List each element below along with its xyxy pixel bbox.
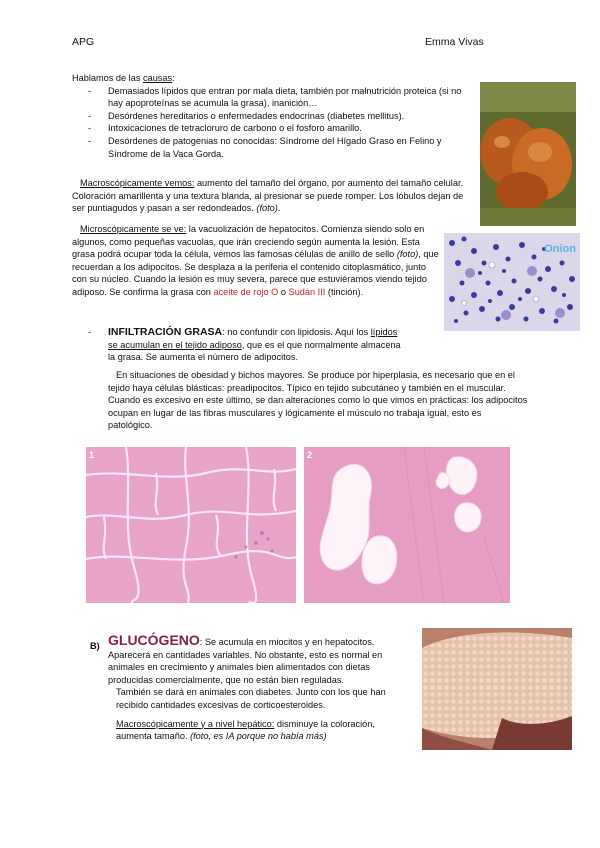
cytology-watermark: Onion — [544, 243, 576, 255]
list-item: - Desórdenes hereditarios o enfermedades endocrinas (diabetes mellitus). — [108, 110, 468, 123]
figure-2-label: 2 — [307, 450, 313, 460]
muscle-histology-image — [86, 447, 296, 603]
fat-infiltration-histology-image — [304, 447, 510, 603]
list-item: - Desórdenes de patogenias no conocidas: Síndrome del Hígado Graso en Felino y Síndrome de la Vaca Gorda. — [108, 135, 468, 160]
infiltration-key-phrase: lípidos se acumulan en el tejido adiposo — [108, 327, 398, 350]
infiltration-paragraph-2: En situaciones de obesidad y bichos mayores. Se produce por hiperplasia, es necesario que en el tejido haya células blásticas: preadipocitos. Típico en tejido subcutáneo y también en el muscular. Cuando es excesivo en este último, se dan alteraciones como lo que vimos en prácticas: los adipocitos ocupan en lugar de las fibras musculares y lógicamente el músculo no trabaja igual, esto es patológico. — [108, 370, 528, 431]
stain-sudan: Sudán III — [288, 286, 326, 297]
micro-paragraph: Microscópicamente se ve: la vacuolización de hepatocitos. Comienza siendo solo en algunos, como pequeñas vacuolas, que irán creciendo según aumenta la lesión. Esta grasa podrá ocupar toda la célula, vemos las famosas células de anillo de sello (foto), que recuerdan a los adipocitos. Se desplaza a la periferia el contenido citoplasmático, junto con su núcleo. Cuando la lesión es muy severa, parece que estuviéramos viendo tejido adiposo. Se confirma la grasa con aceite de rojo O o Sudán III (tinción). — [72, 224, 439, 297]
list-item: - Intoxicaciones de tetracloruro de carbono o el fosforo amarillo. — [108, 122, 468, 135]
glycogen-macro: Macroscópicamente y a nivel hepático: disminuye la coloración, aumenta tamaño. (foto, es IA porque no había más) — [116, 718, 375, 742]
infiltration-title: INFILTRACIÓN GRASA — [108, 326, 223, 338]
glycogen-title: GLUCÓGENO — [108, 632, 200, 648]
histology-figure-2 — [304, 447, 510, 603]
fatty-liver-photo — [480, 82, 576, 226]
header-left: APG — [72, 36, 95, 48]
glycogen-macro-label: Macroscópicamente y a nivel hepático: — [116, 718, 275, 729]
list-item: - Demasiados lípidos que entran por mala dieta, también por malnutrición proteica (si no hay apoproteínas se acumula la grasa), inanición… — [108, 85, 468, 110]
causes-term: causas — [142, 73, 173, 83]
cytology-photo — [444, 233, 580, 331]
histology-figure-1 — [86, 447, 296, 603]
glycogen-paragraph: GLUCÓGENO: Se acumula en miocitos y en hepatocitos. Aparecerá en cantidades variables. No obstante, esto es normal en animales en crecimiento y animales bien alimentados con dietas producidas comercialmente, que no están bien reguladas. También se dará en animales con diabetes. Junto con los que han recibido cantidades excesivas de corticoesteroides. Macroscópicamente y a nivel hepático: disminuye la coloración, aumenta tamaño. (foto, es IA porque no había más) — [108, 634, 412, 743]
glycogen-liver-photo — [422, 628, 572, 750]
causes-section — [72, 72, 472, 160]
macro-label: Macroscópicamente vemos: — [80, 178, 195, 188]
stain-oil-red: aceite de rojo O — [213, 286, 279, 297]
glycogen-paragraph-2: También se dará en animales con diabetes. Junto con los que han recibido cantidades excesivas de corticoesteroides. — [116, 687, 386, 710]
macro-paragraph: Macroscópicamente vemos: aumento del tamaño del órgano, por aumento del tamaño celular. Coloración amarillenta y una textura blanda, al presionar se puede romper. Los lóbulos dejan de ser puntiagudos y pasan a ser redondeados. (foto). — [72, 178, 464, 214]
header-right: Emma Vivas — [425, 36, 484, 48]
causes-list — [108, 85, 468, 161]
infiltration-paragraph: - INFILTRACIÓN GRASA: no confundir con lipidosis. Aquí los lípidos se acumulan en el tejido adiposo, que es el que normalmente almacena la grasa. Se aumenta el número de adipocitos. — [88, 326, 401, 363]
figure-1-label: 1 — [89, 450, 95, 460]
glycogen-liver-image — [422, 628, 572, 750]
micro-label: Microscópicamente se ve: — [80, 224, 187, 234]
causes-intro: Hablamos de las causas: — [72, 73, 175, 83]
section-marker-b: B) — [90, 641, 100, 651]
fatty-liver-image — [480, 82, 576, 226]
